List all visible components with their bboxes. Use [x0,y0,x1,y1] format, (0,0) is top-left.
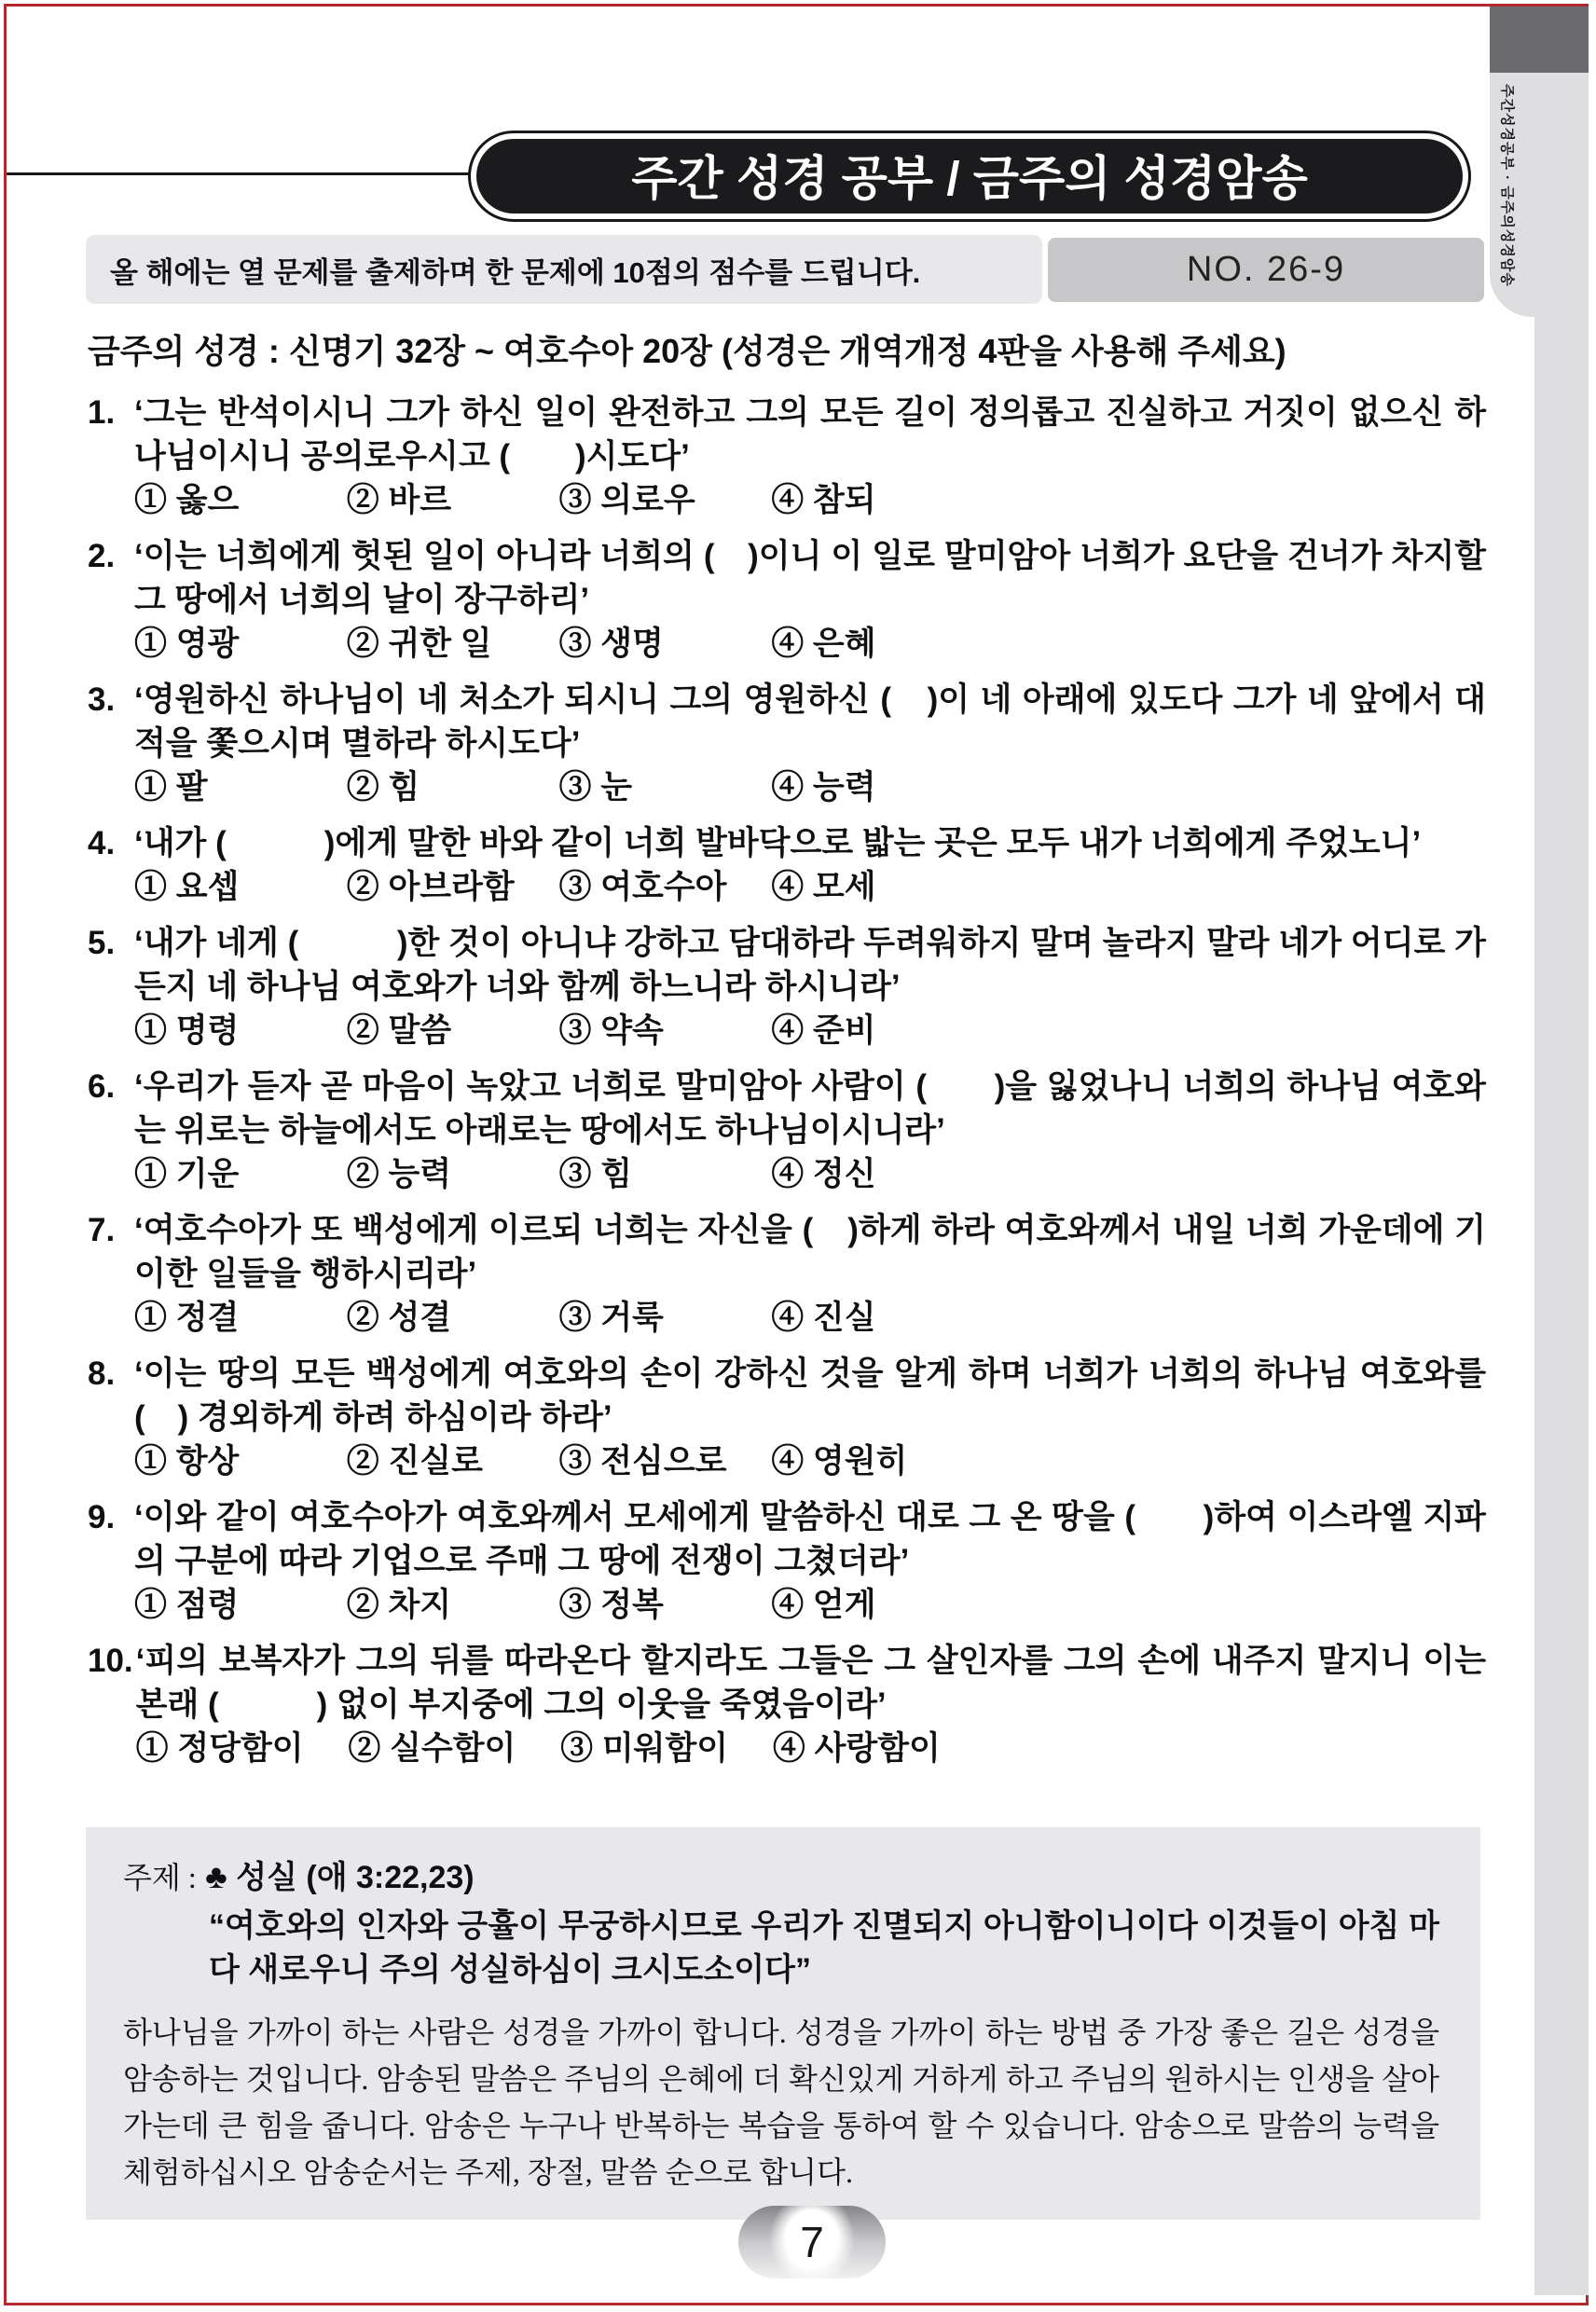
option-3: ③ 의로우 [558,482,695,518]
question-options [134,1439,1486,1483]
option-2: ② 차지 [346,1587,452,1623]
question-text: ‘여호수아가 또 백성에게 이르되 너희는 자신을 ( )하게 하라 여호와께서 내일 너희 가운데에 기이한 일들을 행하시리라’ [134,1212,1486,1292]
option-3: ③ 생명 [558,626,664,662]
option-3: ③ 눈 [558,769,633,805]
option-4: ④ 영원히 [771,1443,908,1479]
question-options [136,1727,1486,1770]
scripture-range-heading: 금주의 성경 : 신명기 32장 ~ 여호수아 20장 (성경은 개역개정 4판을 사용해 주세요) [88,332,1286,370]
question-item [88,534,1486,666]
option-4: ④ 모세 [771,869,876,905]
page-number: 7 [800,2218,824,2266]
question-item [88,391,1486,522]
option-3: ③ 미워함이 [560,1730,729,1767]
option-2: ② 말씀 [346,1012,452,1049]
option-4: ④ 사랑함이 [772,1730,941,1767]
option-1: ① 요셉 [134,869,240,905]
question-number: 1. [88,394,116,431]
option-1: ① 옳으 [134,482,240,518]
question-item [88,1639,1486,1770]
option-2: ② 힘 [346,769,420,805]
question-body [134,1208,1486,1340]
option-3: ③ 여호수아 [558,869,727,905]
option-3: ③ 전심으로 [558,1443,727,1479]
option-4: ④ 참되 [771,482,876,518]
option-4: ④ 얻게 [771,1587,876,1623]
sidebar-tab-label: 주간성경공부 · 금주의성경암송 [1499,84,1515,287]
memorization-note: 하나님을 가까이 하는 사람은 성경을 가까이 합니다. 성경을 가까이 하는 방법 중 가장 좋은 길은 성경을 암송하는 것입니다. 암송된 말씀은 주님의 은혜에 더 확신있게 거하게 하고 주님의 원하시는 인생을 살아가는데 큰 힘을 줍니다. 암송은 누구나 반복하는 복습을 통하여 할 수 있습니다. 암송으로 말씀의 능력을 체험하십시오 암송순서는 주제, 장절, 말씀 순으로 합니다. [123,2016,1439,2189]
question-text: ‘이와 같이 여호수아가 여호와께서 모세에게 말씀하신 대로 그 온 땅을 ( )하여 이스라엘 지파의 구분에 따라 기업으로 주매 그 땅에 전쟁이 그쳤더라’ [134,1499,1486,1579]
question-body [134,1495,1486,1627]
question-text: ‘이는 땅의 모든 백성에게 여호와의 손이 강하신 것을 알게 하며 너희가 너희의 하나님 여호와를 ( ) 경외하게 하려 하심이라 하라’ [134,1356,1486,1436]
question-list [88,391,1486,1782]
sidebar-dark-block [1490,7,1589,73]
question-body [134,678,1486,809]
question-options [134,1583,1486,1627]
option-3: ③ 약속 [558,1012,664,1049]
option-2: ② 능력 [346,1156,452,1192]
question-number: 5. [88,925,116,961]
question-text: ‘피의 보복자가 그의 뒤를 따라온다 할지라도 그들은 그 살인자를 그의 손에 내주지 말지니 이는 본래 ( ) 없이 부지중에 그의 이웃을 죽였음이라’ [135,1643,1486,1723]
question-number: 10. [88,1643,133,1679]
header-rule-line [7,172,471,175]
question-options [134,478,1486,522]
question-item [88,1352,1486,1483]
question-text: ‘영원하신 하나님이 네 처소가 되시니 그의 영원하신 ( )이 네 아래에 있도다 그가 네 앞에서 대적을 쫓으시며 멸하라 하시도다’ [134,681,1486,762]
question-options [134,1009,1486,1053]
question-item [88,1208,1486,1340]
question-options [134,865,1486,909]
question-number: 4. [88,825,116,861]
question-text: ‘내가 네게 ( )한 것이 아니냐 강하고 담대하라 두려워하지 말며 놀라지 말라 네가 어디로 가든지 네 하나님 여호와가 너와 함께 하느니라 하시니라’ [134,925,1486,1005]
question-body [134,921,1486,1053]
issue-number: NO. 26-9 [1186,250,1346,289]
option-1: ① 팔 [134,769,208,805]
question-number: 8. [88,1356,116,1392]
option-2: ② 진실로 [346,1443,483,1479]
question-text: ‘우리가 듣자 곧 마음이 녹았고 너희로 말미암아 사람이 ( )을 잃었나니 너희의 하나님 여호와는 위로는 하늘에서도 아래로는 땅에서도 하나님이시니라’ [134,1068,1486,1149]
question-number: 3. [88,681,116,718]
issue-number-badge [1048,238,1484,302]
question-options [134,1296,1486,1340]
option-1: ① 항상 [134,1443,240,1479]
question-body [134,1065,1486,1196]
theme-label: 주제 : [123,1861,197,1894]
option-4: ④ 능력 [771,769,876,805]
question-number: 6. [88,1068,116,1105]
question-item [88,1065,1486,1196]
question-item [88,821,1486,909]
memory-verse-quote: “여호와의 인자와 긍휼이 무궁하시므로 우리가 진멸되지 아니함이니이다 이것들이 아침 마다 새로우니 주의 성실하심이 크시도소이다” [209,1908,1439,1988]
question-body [136,1639,1486,1770]
notice-text: 올 해에는 열 문제를 출제하며 한 문제에 10점의 점수를 드립니다. [110,255,921,289]
page-title-pill [468,131,1471,222]
option-2: ② 아브라함 [346,869,515,905]
option-3: ③ 정복 [558,1587,664,1623]
club-icon: ♣ [205,1857,227,1895]
option-4: ④ 준비 [771,1012,876,1049]
option-4: ④ 정신 [771,1156,876,1192]
sidebar-strip [1534,73,1589,2295]
question-number: 7. [88,1212,116,1248]
question-item [88,921,1486,1053]
notice-banner [86,235,1042,304]
question-item [88,678,1486,809]
page-number-pill [738,2206,886,2278]
question-body [134,821,1486,909]
theme-title: 성실 (애 3:22,23) [236,1860,475,1895]
question-text: ‘내가 ( )에게 말한 바와 같이 너희 발바닥으로 밟는 곳은 모두 내가 너희에게 주었노니’ [134,825,1422,861]
option-1: ① 점령 [134,1587,240,1623]
question-number: 2. [88,538,116,574]
question-options [134,765,1486,809]
option-2: ② 실수함이 [348,1730,516,1767]
option-4: ④ 은혜 [771,626,876,662]
option-3: ③ 힘 [558,1156,633,1192]
option-1: ① 명령 [134,1012,240,1049]
memory-verse-box [86,1827,1480,2220]
page-title-pill-inner [476,139,1463,213]
option-4: ④ 진실 [771,1300,876,1336]
option-1: ① 영광 [134,626,240,662]
question-text: ‘그는 반석이시니 그가 하신 일이 완전하고 그의 모든 길이 정의롭고 진실하고 거짓이 없으신 하나님이시니 공의로우시고 ( )시도다’ [134,394,1486,475]
option-1: ① 정당함이 [135,1730,304,1767]
question-body [134,1352,1486,1483]
question-body [134,534,1486,666]
option-3: ③ 거룩 [558,1300,664,1336]
option-2: ② 귀한 일 [346,626,492,662]
page-title: 주간 성경 공부 / 금주의 성경암송 [631,152,1308,205]
option-2: ② 성결 [346,1300,452,1336]
question-body [134,391,1486,522]
option-2: ② 바르 [346,482,452,518]
question-item [88,1495,1486,1627]
option-1: ① 정결 [134,1300,240,1336]
question-number: 9. [88,1499,116,1535]
question-options [134,1152,1486,1196]
question-options [134,622,1486,666]
question-text: ‘이는 너희에게 헛된 일이 아니라 너희의 ( )이니 이 일로 말미암아 너희가 요단을 건너가 차지할 그 땅에서 너희의 날이 장구하리’ [134,538,1486,618]
option-1: ① 기운 [134,1156,240,1192]
theme-line [123,1851,1439,1897]
